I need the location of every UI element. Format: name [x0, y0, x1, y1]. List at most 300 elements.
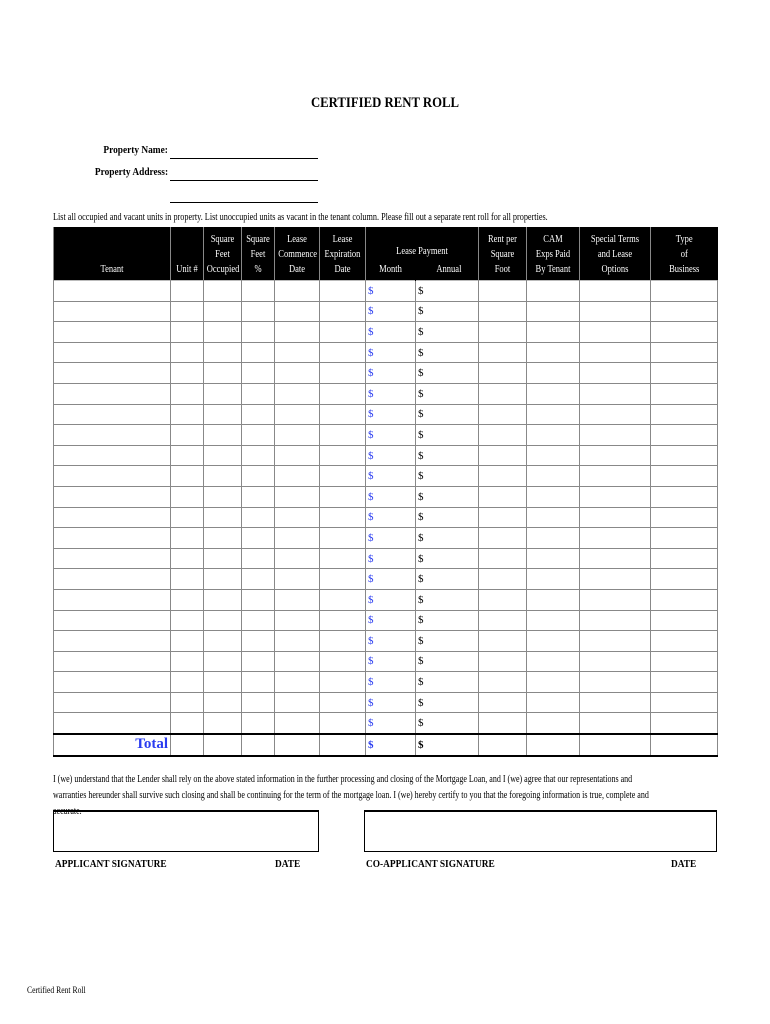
table-cell[interactable] — [651, 363, 718, 384]
table-cell[interactable] — [320, 713, 366, 734]
table-cell[interactable] — [171, 383, 204, 404]
table-cell[interactable] — [204, 281, 242, 302]
table-cell[interactable] — [204, 383, 242, 404]
table-cell[interactable] — [54, 610, 171, 631]
table-cell[interactable] — [580, 322, 651, 343]
table-row — [54, 301, 718, 322]
table-cell[interactable] — [204, 651, 242, 672]
table-cell[interactable] — [580, 404, 651, 425]
table-cell[interactable]: $ — [416, 734, 479, 756]
certification-text: I (we) understand that the Lender shall rely on the above stated information in the further processing and closing of the Mortgage Loan, and I (we) agree that our representations and warranties hereunder shall survive such closing and shall be continuing for the term of the mortgage loan. I (we) hereby certify to you that the foregoing information is true, complete and accurate. — [53, 774, 649, 817]
table-cell[interactable] — [171, 548, 204, 569]
table-cell[interactable] — [320, 507, 366, 528]
table-cell[interactable]: $ — [416, 589, 479, 610]
table-cell[interactable] — [580, 610, 651, 631]
table-cell[interactable]: $ — [416, 383, 479, 404]
column-header-line: Date — [288, 264, 306, 275]
table-cell[interactable] — [320, 610, 366, 631]
table-cell[interactable]: $ — [416, 486, 479, 507]
table-cell[interactable] — [651, 281, 718, 302]
table-cell[interactable] — [275, 383, 320, 404]
table-cell[interactable] — [171, 507, 204, 528]
table-cell[interactable] — [320, 425, 366, 446]
table-cell[interactable] — [479, 281, 527, 302]
table-cell[interactable] — [54, 281, 171, 302]
table-cell[interactable] — [275, 322, 320, 343]
table-cell[interactable] — [527, 692, 580, 713]
table-cell[interactable] — [320, 692, 366, 713]
table-cell[interactable]: $ — [416, 342, 479, 363]
table-cell[interactable] — [54, 383, 171, 404]
table-row — [54, 445, 718, 466]
table-row — [54, 672, 718, 693]
table-cell[interactable] — [651, 486, 718, 507]
table-cell[interactable] — [580, 589, 651, 610]
table-cell[interactable] — [54, 692, 171, 713]
table-cell[interactable]: $ — [366, 486, 416, 507]
table-cell[interactable] — [242, 342, 275, 363]
table-cell[interactable] — [580, 734, 651, 756]
table-cell[interactable] — [275, 734, 320, 756]
table-cell[interactable] — [651, 734, 718, 756]
table-cell[interactable] — [242, 692, 275, 713]
table-cell[interactable] — [275, 569, 320, 590]
table-cell[interactable] — [242, 651, 275, 672]
table-cell[interactable]: $ — [366, 301, 416, 322]
table-cell[interactable] — [242, 610, 275, 631]
table-cell[interactable] — [171, 589, 204, 610]
table-cell[interactable] — [479, 610, 527, 631]
table-cell[interactable] — [580, 528, 651, 549]
table-cell[interactable] — [204, 548, 242, 569]
table-cell[interactable]: $ — [416, 631, 479, 652]
table-cell[interactable] — [54, 548, 171, 569]
table-cell[interactable]: $ — [416, 301, 479, 322]
table-cell[interactable] — [580, 281, 651, 302]
table-cell[interactable] — [320, 569, 366, 590]
table-cell[interactable] — [651, 528, 718, 549]
table-cell[interactable] — [242, 569, 275, 590]
table-cell[interactable] — [171, 528, 204, 549]
column-header — [479, 227, 527, 281]
table-cell[interactable]: $ — [366, 631, 416, 652]
table-cell[interactable] — [527, 713, 580, 734]
table-cell[interactable] — [204, 734, 242, 756]
table-row — [54, 610, 718, 631]
table-cell[interactable] — [171, 734, 204, 756]
table-cell[interactable] — [204, 466, 242, 487]
table-cell[interactable] — [54, 301, 171, 322]
table-cell[interactable] — [54, 507, 171, 528]
table-cell[interactable] — [479, 466, 527, 487]
table-cell[interactable] — [275, 404, 320, 425]
column-header — [580, 227, 651, 281]
table-cell[interactable] — [242, 486, 275, 507]
table-cell[interactable] — [320, 734, 366, 756]
applicant-date-label: DATE — [275, 858, 301, 870]
table-cell[interactable] — [242, 425, 275, 446]
table-cell[interactable] — [320, 383, 366, 404]
table-cell[interactable] — [479, 651, 527, 672]
table-row — [54, 363, 718, 384]
table-cell[interactable]: $ — [416, 569, 479, 590]
table-cell[interactable] — [479, 692, 527, 713]
table-cell[interactable] — [54, 631, 171, 652]
table-cell[interactable] — [171, 363, 204, 384]
applicant-signature-box[interactable] — [53, 810, 319, 852]
table-cell[interactable] — [204, 610, 242, 631]
table-cell[interactable] — [171, 281, 204, 302]
table-cell[interactable] — [54, 528, 171, 549]
table-cell[interactable]: $ — [416, 672, 479, 693]
table-cell[interactable]: $ — [416, 363, 479, 384]
table-cell[interactable] — [242, 548, 275, 569]
table-cell[interactable] — [171, 466, 204, 487]
column-header-line: of — [680, 249, 688, 260]
table-cell[interactable]: $ — [416, 548, 479, 569]
table-cell[interactable] — [651, 610, 718, 631]
table-cell[interactable] — [527, 651, 580, 672]
table-cell[interactable] — [580, 672, 651, 693]
table-cell[interactable] — [479, 631, 527, 652]
table-cell[interactable] — [54, 713, 171, 734]
table-cell[interactable] — [479, 425, 527, 446]
table-cell[interactable] — [651, 301, 718, 322]
table-cell[interactable] — [275, 713, 320, 734]
table-cell[interactable] — [242, 281, 275, 302]
table-cell[interactable] — [204, 445, 242, 466]
column-header-line: Expiration — [324, 249, 361, 260]
table-cell[interactable] — [171, 445, 204, 466]
table-cell[interactable] — [54, 445, 171, 466]
table-cell[interactable] — [54, 342, 171, 363]
table-cell[interactable] — [54, 363, 171, 384]
table-cell[interactable] — [242, 713, 275, 734]
table-cell[interactable] — [204, 486, 242, 507]
table-cell[interactable] — [242, 631, 275, 652]
table-row — [54, 713, 718, 734]
table-cell[interactable] — [275, 631, 320, 652]
table-cell[interactable] — [54, 651, 171, 672]
table-cell[interactable] — [479, 569, 527, 590]
table-cell[interactable] — [479, 589, 527, 610]
table-cell[interactable] — [275, 610, 320, 631]
table-cell[interactable] — [580, 363, 651, 384]
table-cell[interactable] — [242, 404, 275, 425]
table-cell[interactable] — [320, 466, 366, 487]
coapplicant-signature-label: CO-APPLICANT SIGNATURE — [366, 858, 495, 870]
table-cell[interactable] — [171, 692, 204, 713]
table-cell[interactable] — [204, 507, 242, 528]
table-cell[interactable] — [204, 631, 242, 652]
table-cell[interactable]: $ — [366, 548, 416, 569]
table-cell[interactable] — [54, 589, 171, 610]
table-cell[interactable] — [479, 383, 527, 404]
table-cell[interactable] — [204, 363, 242, 384]
table-cell[interactable] — [242, 363, 275, 384]
table-cell[interactable] — [651, 445, 718, 466]
table-cell[interactable] — [479, 322, 527, 343]
table-cell[interactable] — [580, 425, 651, 446]
table-cell[interactable] — [479, 363, 527, 384]
table-cell[interactable]: $ — [416, 692, 479, 713]
property-name-field[interactable] — [170, 144, 318, 159]
table-cell[interactable]: $ — [366, 363, 416, 384]
table-cell[interactable] — [320, 672, 366, 693]
table-cell[interactable] — [580, 692, 651, 713]
table-cell[interactable] — [320, 528, 366, 549]
table-cell[interactable] — [479, 507, 527, 528]
table-cell[interactable]: $ — [416, 281, 479, 302]
table-cell[interactable] — [580, 569, 651, 590]
table-cell[interactable] — [275, 692, 320, 713]
table-cell[interactable] — [54, 425, 171, 446]
table-cell[interactable] — [320, 445, 366, 466]
table-cell[interactable] — [651, 548, 718, 569]
table-cell[interactable] — [204, 589, 242, 610]
table-cell[interactable]: $ — [416, 507, 479, 528]
table-cell[interactable] — [204, 301, 242, 322]
table-cell[interactable] — [242, 507, 275, 528]
table-cell[interactable] — [651, 569, 718, 590]
table-cell[interactable] — [204, 692, 242, 713]
table-cell[interactable] — [171, 713, 204, 734]
table-cell[interactable] — [171, 425, 204, 446]
table-cell[interactable]: $ — [416, 651, 479, 672]
table-cell[interactable] — [275, 672, 320, 693]
table-cell[interactable] — [171, 486, 204, 507]
table-cell[interactable] — [54, 569, 171, 590]
table-cell[interactable] — [527, 301, 580, 322]
table-cell[interactable] — [204, 672, 242, 693]
table-cell[interactable] — [580, 651, 651, 672]
table-cell[interactable] — [242, 322, 275, 343]
total-label: Total — [54, 734, 171, 756]
table-cell[interactable] — [651, 651, 718, 672]
table-cell[interactable] — [242, 734, 275, 756]
property-address-field[interactable] — [170, 166, 318, 181]
column-header-line: Annual — [436, 264, 462, 275]
table-cell[interactable]: $ — [366, 734, 416, 756]
table-cell[interactable]: $ — [416, 528, 479, 549]
table-cell[interactable] — [275, 548, 320, 569]
table-cell[interactable] — [275, 528, 320, 549]
table-cell[interactable]: $ — [366, 528, 416, 549]
table-cell[interactable] — [527, 445, 580, 466]
table-cell[interactable] — [275, 486, 320, 507]
table-cell[interactable] — [651, 383, 718, 404]
table-cell[interactable] — [242, 589, 275, 610]
table-cell[interactable]: $ — [416, 610, 479, 631]
table-cell[interactable] — [54, 404, 171, 425]
table-cell[interactable] — [580, 466, 651, 487]
table-cell[interactable] — [580, 631, 651, 652]
table-cell[interactable]: $ — [366, 692, 416, 713]
table-cell[interactable]: $ — [366, 383, 416, 404]
table-cell[interactable] — [651, 507, 718, 528]
table-cell[interactable] — [275, 363, 320, 384]
table-cell[interactable] — [320, 322, 366, 343]
table-cell[interactable] — [242, 301, 275, 322]
table-cell[interactable] — [320, 486, 366, 507]
table-cell[interactable] — [580, 486, 651, 507]
table-cell[interactable] — [171, 301, 204, 322]
table-cell[interactable] — [242, 383, 275, 404]
table-cell[interactable] — [275, 466, 320, 487]
table-cell[interactable]: $ — [366, 610, 416, 631]
table-cell[interactable] — [651, 713, 718, 734]
table-cell[interactable] — [479, 404, 527, 425]
table-cell[interactable]: $ — [416, 445, 479, 466]
table-cell[interactable] — [580, 383, 651, 404]
table-cell[interactable] — [275, 589, 320, 610]
table-cell[interactable] — [527, 631, 580, 652]
table-cell[interactable]: $ — [366, 589, 416, 610]
table-cell[interactable] — [651, 631, 718, 652]
table-cell[interactable] — [204, 342, 242, 363]
table-cell[interactable]: $ — [366, 466, 416, 487]
table-cell[interactable] — [171, 342, 204, 363]
table-cell[interactable] — [171, 631, 204, 652]
table-cell[interactable] — [242, 672, 275, 693]
table-cell[interactable] — [242, 528, 275, 549]
table-cell[interactable] — [580, 713, 651, 734]
table-cell[interactable] — [479, 486, 527, 507]
table-cell[interactable] — [527, 322, 580, 343]
table-cell[interactable] — [320, 651, 366, 672]
table-cell[interactable] — [527, 672, 580, 693]
table-cell[interactable] — [651, 322, 718, 343]
table-cell[interactable] — [171, 651, 204, 672]
table-cell[interactable]: $ — [366, 445, 416, 466]
property-address-field-2[interactable] — [170, 188, 318, 203]
table-cell[interactable] — [320, 548, 366, 569]
table-cell[interactable] — [275, 651, 320, 672]
table-cell[interactable] — [204, 322, 242, 343]
table-cell[interactable] — [204, 713, 242, 734]
table-cell[interactable]: $ — [416, 713, 479, 734]
coapplicant-signature-box[interactable] — [364, 810, 717, 852]
table-cell[interactable] — [54, 322, 171, 343]
table-cell[interactable] — [242, 466, 275, 487]
table-cell[interactable] — [651, 466, 718, 487]
table-cell[interactable] — [479, 713, 527, 734]
table-cell[interactable] — [204, 404, 242, 425]
table-cell[interactable] — [651, 692, 718, 713]
table-cell[interactable] — [527, 363, 580, 384]
table-cell[interactable] — [580, 301, 651, 322]
table-cell[interactable] — [527, 466, 580, 487]
table-cell[interactable] — [204, 425, 242, 446]
table-cell[interactable] — [320, 363, 366, 384]
table-cell[interactable]: $ — [366, 281, 416, 302]
table-cell[interactable] — [527, 486, 580, 507]
table-cell[interactable] — [527, 507, 580, 528]
table-cell[interactable]: $ — [416, 425, 479, 446]
table-cell[interactable] — [479, 342, 527, 363]
table-cell[interactable]: $ — [366, 569, 416, 590]
table-cell[interactable]: $ — [366, 425, 416, 446]
table-cell[interactable]: $ — [366, 404, 416, 425]
column-header — [54, 227, 171, 281]
table-cell[interactable] — [527, 548, 580, 569]
table-cell[interactable] — [320, 589, 366, 610]
table-cell[interactable]: $ — [366, 507, 416, 528]
table-cell[interactable] — [171, 322, 204, 343]
table-cell[interactable]: $ — [366, 651, 416, 672]
table-cell[interactable] — [527, 610, 580, 631]
table-cell[interactable] — [479, 301, 527, 322]
table-cell[interactable] — [651, 404, 718, 425]
table-cell[interactable] — [527, 589, 580, 610]
table-cell[interactable] — [479, 734, 527, 756]
column-header-line: Square — [246, 234, 270, 245]
table-cell[interactable] — [527, 569, 580, 590]
table-cell[interactable] — [580, 548, 651, 569]
table-cell[interactable] — [651, 342, 718, 363]
table-cell[interactable]: $ — [366, 322, 416, 343]
table-cell[interactable] — [204, 528, 242, 549]
table-cell[interactable] — [54, 672, 171, 693]
table-cell[interactable] — [527, 528, 580, 549]
table-row — [54, 589, 718, 610]
table-cell[interactable] — [580, 445, 651, 466]
table-cell[interactable]: $ — [366, 672, 416, 693]
table-cell[interactable] — [651, 589, 718, 610]
table-cell[interactable] — [479, 672, 527, 693]
table-cell[interactable] — [204, 569, 242, 590]
table-cell[interactable] — [242, 445, 275, 466]
table-cell[interactable] — [527, 281, 580, 302]
table-cell[interactable]: $ — [366, 713, 416, 734]
table-cell[interactable] — [275, 301, 320, 322]
table-cell[interactable] — [275, 342, 320, 363]
table-cell[interactable] — [54, 486, 171, 507]
table-cell[interactable] — [527, 342, 580, 363]
table-cell[interactable]: $ — [416, 466, 479, 487]
table-cell[interactable] — [320, 281, 366, 302]
table-cell[interactable] — [320, 404, 366, 425]
table-cell[interactable] — [320, 342, 366, 363]
table-cell[interactable] — [651, 672, 718, 693]
table-cell[interactable] — [527, 734, 580, 756]
table-cell[interactable] — [54, 466, 171, 487]
table-cell[interactable] — [527, 425, 580, 446]
table-cell[interactable] — [275, 425, 320, 446]
table-cell[interactable] — [651, 425, 718, 446]
table-cell[interactable] — [527, 404, 580, 425]
table-cell[interactable]: $ — [416, 404, 479, 425]
table-cell[interactable] — [320, 301, 366, 322]
table-cell[interactable] — [275, 445, 320, 466]
table-cell[interactable]: $ — [416, 322, 479, 343]
table-cell[interactable] — [479, 548, 527, 569]
table-cell[interactable] — [275, 507, 320, 528]
column-header — [366, 227, 479, 262]
table-cell[interactable] — [171, 672, 204, 693]
table-cell[interactable] — [320, 631, 366, 652]
table-cell[interactable] — [580, 342, 651, 363]
table-cell[interactable] — [479, 445, 527, 466]
table-cell[interactable] — [527, 383, 580, 404]
table-cell[interactable] — [275, 281, 320, 302]
table-cell[interactable] — [171, 610, 204, 631]
table-cell[interactable] — [580, 507, 651, 528]
table-cell[interactable] — [171, 404, 204, 425]
table-cell[interactable] — [171, 569, 204, 590]
table-cell[interactable]: $ — [366, 342, 416, 363]
table-cell[interactable] — [479, 528, 527, 549]
